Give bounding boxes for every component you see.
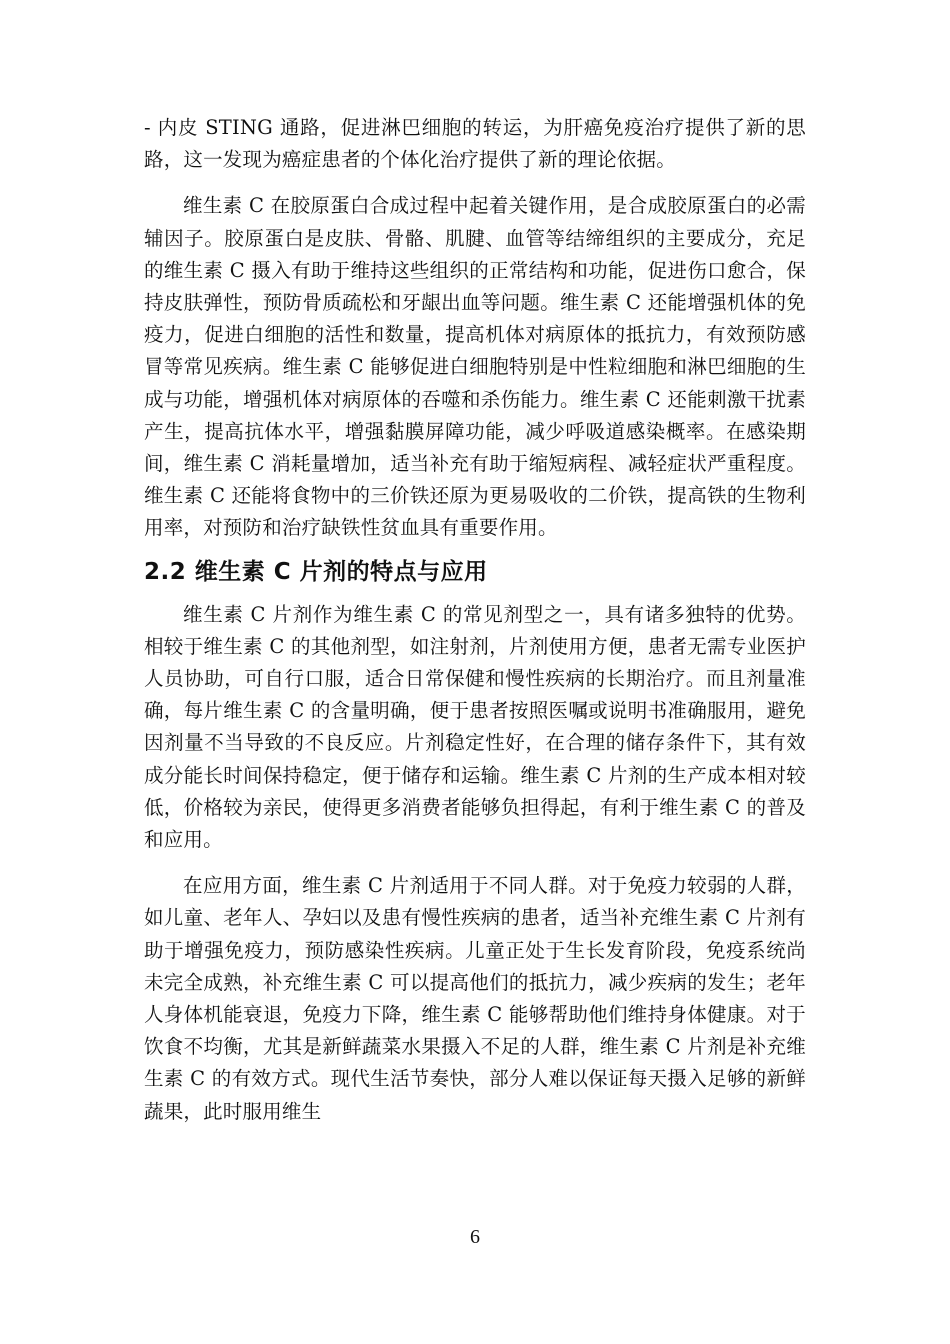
page-body [144, 112, 806, 1128]
section-heading: 2.2 维生素 C 片剂的特点与应用 [144, 558, 488, 585]
page-number: 6 [470, 1226, 480, 1248]
paragraph-tablet-advantages: 维生素 C 片剂作为维生素 C 的常见剂型之一，具有诸多独特的优势。相较于维生素 C 的其他剂型，如注射剂，片剂使用方便，患者无需专业医护人员协助，可自行口服，适合日常保健和慢性疾病的长期治疗。而且剂量准确，每片维生素 C 的含量明确，便于患者按照医嘱或说明书准确服用，避免因剂量不当导致的不良反应。片剂稳定性好，在合理的储存条件下，其有效成分能长时间保持稳定，便于储存和运输。维生素 C 片剂的生产成本相对较低，价格较为亲民，使得更多消费者能够负担得起，有利于维生素 C 的普及和应用。 [144, 602, 806, 852]
paragraph-vitamin-c-functions: 维生素 C 在胶原蛋白合成过程中起着关键作用，是合成胶原蛋白的必需辅因子。胶原蛋白是皮肤、骨骼、肌腱、血管等结缔组织的主要成分，充足的维生素 C 摄入有助于维持这些组织的正常结构和功能，促进伤口愈合，保持皮肤弹性，预防骨质疏松和牙龈出血等问题。维生素 C 还能增强机体的免疫力，促进白细胞的活性和数量，提高机体对病原体的抵抗力，有效预防感冒等常见疾病。维生素 C 能够促进白细胞特别是中性粒细胞和淋巴细胞的生成与功能，增强机体对病原体的吞噬和杀伤能力。维生素 C 还能刺激干扰素产生，提高抗体水平，增强黏膜屏障功能，减少呼吸道感染概率。在感染期间，维生素 C 消耗量增加，适当补充有助于缩短病程、减轻症状严重程度。维生素 C 还能将食物中的三价铁还原为更易吸收的二价铁，提高铁的生物利用率，对预防和治疗缺铁性贫血具有重要作用。 [144, 194, 806, 540]
paragraph-continuation: - 内皮 STING 通路，促进淋巴细胞的转运，为肝癌免疫治疗提供了新的思路，这一发现为癌症患者的个体化治疗提供了新的理论依据。 [144, 116, 806, 172]
paragraph-tablet-applications: 在应用方面，维生素 C 片剂适用于不同人群。对于免疫力较弱的人群，如儿童、老年人、孕妇以及患有慢性疾病的患者，适当补充维生素 C 片剂有助于增强免疫力，预防感染性疾病。儿童正处于生长发育阶段，免疫系统尚未完全成熟，补充维生素 C 可以提高他们的抵抗力，减少疾病的发生；老年人身体机能衰退，免疫力下降，维生素 C 能够帮助他们维持身体健康。对于饮食不均衡，尤其是新鲜蔬菜水果摄入不足的人群，维生素 C 片剂是补充维生素 C 的有效方式。现代生活节奏快，部分人难以保证每天摄入足够的新鲜蔬果，此时服用维生 [144, 874, 806, 1123]
